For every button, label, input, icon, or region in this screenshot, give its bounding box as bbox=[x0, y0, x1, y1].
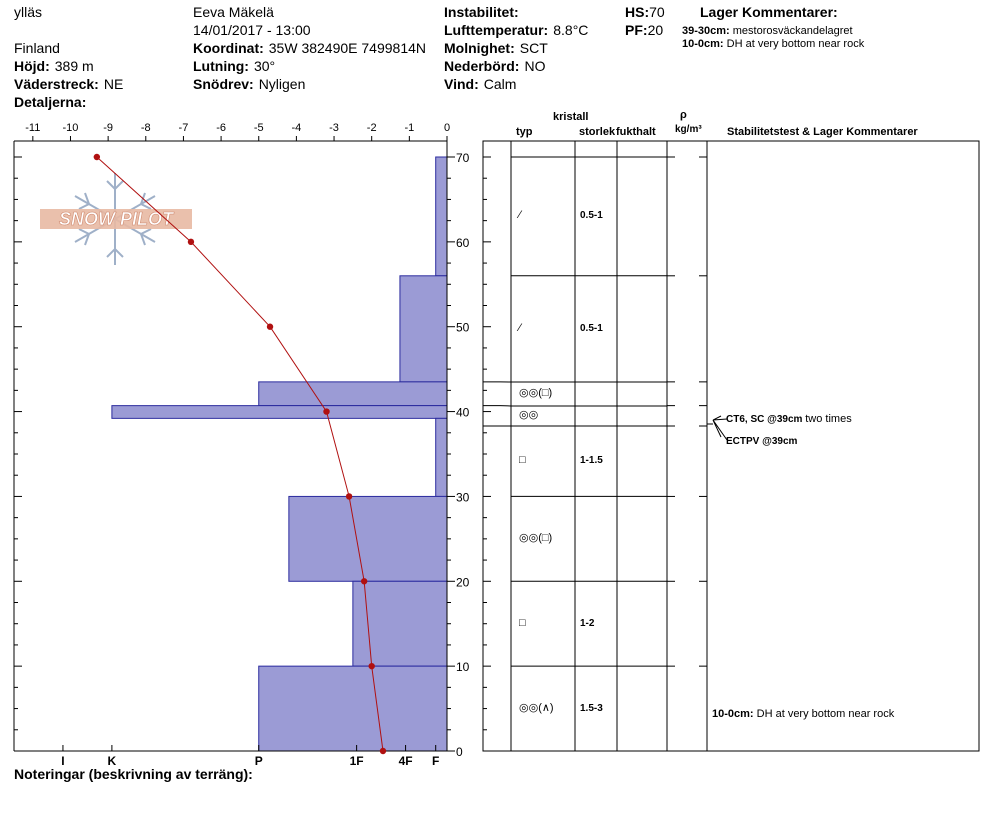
depth-tick-label-0: 0 bbox=[456, 745, 463, 759]
layer-grain-size-7: 1.5-3 bbox=[580, 702, 603, 714]
rho-header: ρ bbox=[680, 109, 687, 121]
hardness-bar-0 bbox=[436, 157, 447, 276]
sky-label: Molnighet: bbox=[444, 40, 515, 56]
size-header: storlek bbox=[579, 126, 615, 138]
layer-grain-type-0: ⁄ bbox=[519, 209, 521, 222]
layer-grain-size-6: 1-2 bbox=[580, 617, 595, 629]
type-header: typ bbox=[516, 126, 533, 138]
coordinate-value: 35W 382490E 7499814N bbox=[268, 40, 426, 56]
moisture-header: fukthalt bbox=[616, 126, 656, 138]
layer-comments-title: Lager Kommentarer: bbox=[700, 4, 838, 20]
depth-tick-label-1: 10 bbox=[456, 660, 470, 675]
hardness-profile bbox=[112, 157, 447, 751]
layer-grain-type-1: ⁄ bbox=[519, 321, 521, 334]
temp-tick-label-1: -10 bbox=[62, 122, 79, 134]
crystal-header: kristall bbox=[553, 111, 589, 123]
hardness-bar-5 bbox=[289, 496, 447, 581]
temperature-point-2 bbox=[267, 324, 273, 330]
layer-comment-2-depth: 10-0cm: bbox=[682, 38, 724, 50]
snow-pilot-logo bbox=[40, 173, 192, 265]
observer-name: Eeva Mäkelä bbox=[193, 4, 274, 20]
layer-comment-1-text: mestorosväckandelagret bbox=[732, 25, 853, 37]
layer-comment-1-depth: 39-30cm: bbox=[682, 25, 730, 37]
air-temp-value: 8.8°C bbox=[553, 22, 589, 38]
layer-grain-type-7: ◎◎(∧) bbox=[519, 701, 554, 714]
temp-tick-label-8: -3 bbox=[329, 122, 339, 134]
temperature-point-5 bbox=[361, 578, 367, 584]
temp-tick-label-9: -2 bbox=[366, 122, 377, 134]
observation-datetime: 14/01/2017 - 13:00 bbox=[193, 22, 311, 38]
hardness-bar-1 bbox=[400, 276, 447, 382]
hardness-tick-label-4: 4F bbox=[398, 754, 413, 768]
instability-label: Instabilitet: bbox=[444, 4, 519, 20]
wind-loading-label: Snödrev: bbox=[193, 76, 254, 92]
precip-value: NO bbox=[524, 58, 546, 74]
temp-tick-label-7: -4 bbox=[291, 122, 302, 134]
hardness-tick-label-0: I bbox=[61, 754, 65, 768]
temperature-line bbox=[97, 157, 383, 751]
temperature-point-7 bbox=[380, 748, 386, 754]
temp-tick-label-10: -1 bbox=[404, 122, 415, 134]
layer-grain-type-2: ◎◎(□) bbox=[519, 387, 553, 399]
layer-grain-type-3: ◎◎ bbox=[519, 409, 539, 421]
depth-tick-label-3: 30 bbox=[456, 490, 470, 505]
pf-label: PF: bbox=[625, 22, 648, 38]
layer-comment-2-text: DH at very bottom near rock bbox=[726, 38, 865, 50]
test-arrow-0 bbox=[713, 416, 727, 420]
pf-value: 20 bbox=[647, 22, 664, 38]
bottom-layer-comment bbox=[712, 708, 894, 720]
layer-grain-type-5: ◎◎(□) bbox=[519, 531, 553, 544]
hs-label: HS: bbox=[625, 4, 650, 20]
air-temp-label: Lufttemperatur: bbox=[444, 22, 549, 38]
aspect-label: Väderstreck: bbox=[14, 76, 99, 92]
layer-grain-type-6: □ bbox=[519, 616, 526, 629]
terrain-notes-label: Noteringar (beskrivning av terräng): bbox=[14, 766, 253, 782]
hs-value: 70 bbox=[649, 4, 665, 20]
temperature-point-4 bbox=[346, 493, 352, 499]
temperature-point-6 bbox=[368, 663, 374, 669]
slope-label: Lutning: bbox=[193, 58, 249, 74]
location: ylläs bbox=[14, 4, 43, 20]
test-ct6-note: two times bbox=[805, 413, 852, 425]
temp-tick-label-6: -5 bbox=[253, 122, 264, 134]
depth-tick-label-4: 40 bbox=[456, 405, 470, 420]
slope-value: 30° bbox=[253, 58, 276, 74]
temp-tick-label-0: -11 bbox=[25, 122, 41, 134]
country: Finland bbox=[14, 40, 60, 56]
density-unit-header: kg/m³ bbox=[675, 124, 702, 135]
aspect-value: NE bbox=[103, 76, 124, 92]
depth-tick-label-7: 70 bbox=[456, 151, 470, 165]
temperature-point-0 bbox=[94, 154, 100, 160]
elevation-label: Höjd: bbox=[14, 58, 50, 74]
precip-label: Nederbörd: bbox=[444, 58, 520, 74]
hardness-tick-label-3: 1F bbox=[349, 754, 364, 768]
wind-loading-value: Nyligen bbox=[258, 76, 306, 92]
temp-tick-label-2: -9 bbox=[103, 122, 114, 134]
bottom-layer-comment-text: DH at very bottom near rock bbox=[756, 708, 895, 720]
hardness-tick-label-1: K bbox=[107, 754, 117, 768]
temp-tick-label-11: 0 bbox=[443, 122, 451, 134]
logo-text: SNOW PILOT bbox=[59, 209, 173, 229]
wind-label: Vind: bbox=[444, 76, 479, 92]
test-ectpv: ECTPV @39cm bbox=[726, 436, 798, 447]
hardness-bar-2 bbox=[259, 382, 447, 406]
temp-tick-label-5: -6 bbox=[216, 122, 226, 134]
test-ct6 bbox=[726, 414, 852, 425]
layer-grain-size-4: 1-1.5 bbox=[580, 455, 603, 467]
hardness-bar-6 bbox=[353, 581, 447, 666]
test-ct6-label: CT6, SC @39cm bbox=[726, 414, 803, 425]
bottom-layer-comment-depth: 10-0cm: bbox=[712, 708, 754, 720]
temperature-point-3 bbox=[323, 408, 329, 414]
temperature-profile bbox=[94, 154, 387, 754]
layer-grain-type-4: □ bbox=[519, 454, 526, 467]
test-arrow-1 bbox=[713, 420, 727, 440]
hardness-bar-7 bbox=[259, 666, 447, 751]
temperature-point-1 bbox=[188, 239, 194, 245]
temp-tick-label-3: -8 bbox=[140, 122, 151, 134]
stability-header: Stabilitetstest & Lager Kommentarer bbox=[727, 126, 918, 138]
hardness-tick-label-5: F bbox=[432, 754, 440, 768]
depth-tick-label-6: 60 bbox=[456, 235, 470, 250]
hardness-tick-label-2: P bbox=[254, 754, 263, 768]
temp-tick-label-4: -7 bbox=[178, 122, 189, 134]
elevation-value: 389 m bbox=[54, 58, 94, 74]
depth-tick-label-2: 20 bbox=[456, 575, 470, 590]
details-label: Detaljerna: bbox=[14, 94, 87, 110]
hardness-bar-4 bbox=[436, 418, 447, 496]
sky-value: SCT bbox=[519, 40, 548, 56]
coordinate-label: Koordinat: bbox=[193, 40, 264, 56]
layer-grain-size-1: 0.5-1 bbox=[580, 322, 603, 334]
wind-value: Calm bbox=[483, 76, 517, 92]
depth-tick-label-5: 50 bbox=[456, 320, 470, 335]
layer-grain-size-0: 0.5-1 bbox=[580, 210, 603, 222]
hardness-bar-3 bbox=[112, 406, 447, 419]
